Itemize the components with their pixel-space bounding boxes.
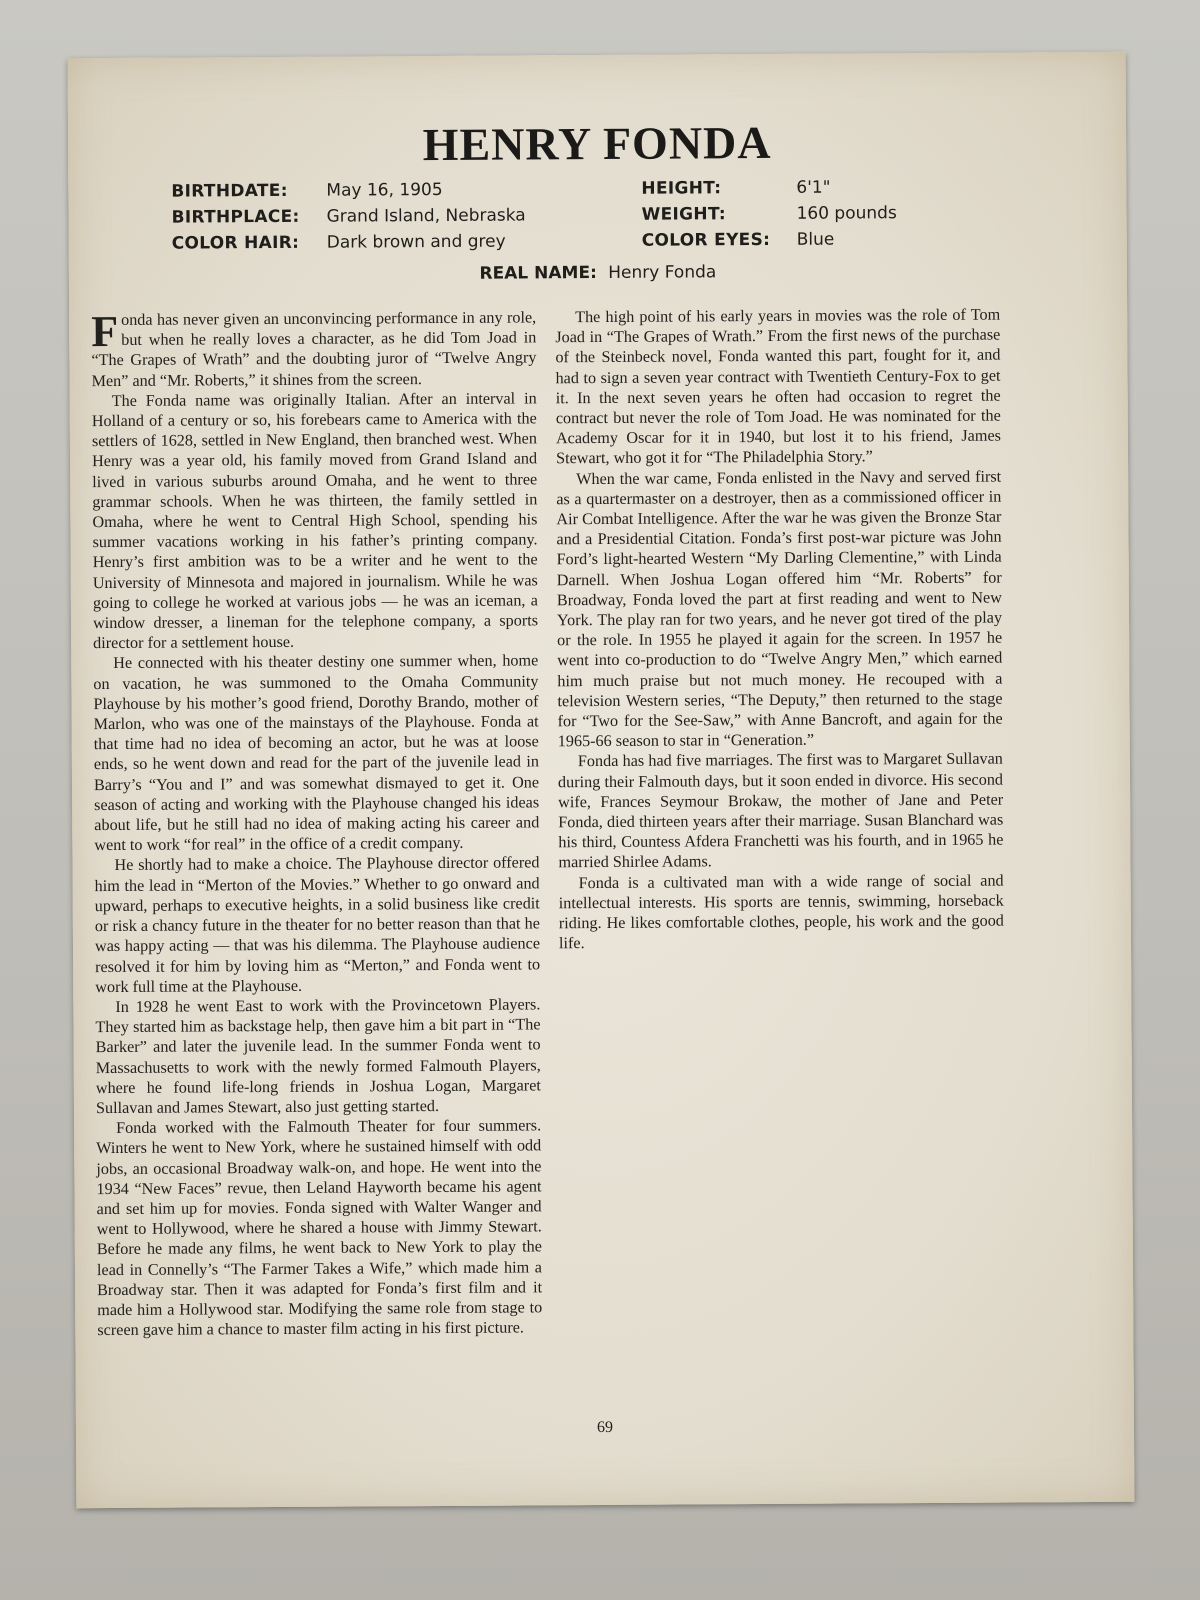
weight-label: WEIGHT:	[641, 204, 727, 225]
paragraph: Fonda worked with the Falmouth Theater for four summers. Winters he went to New York, where he sustained himself with odd jobs, an occasional Broadway walk-on, and hope. He went into the 1934 “New Faces” revue, then Leland Hayworth became his agent and set him up for movies. Fonda signed with Walter Wanger and went to Hollywood, where he shared a house with Jimmy Stewart. Before he made any films, he went back to New York to play the lead in Connelly’s “The Farmer Takes a Wife,” which made him a Broadway star. Then it was adapted for Fonda’s first film and it made him a Hollywood star. Modifying the same role from stage to screen gave him a chance to master film acting in his first picture.	[96, 1116, 543, 1340]
paragraph	[91, 307, 536, 391]
height-value: 6'1"	[796, 177, 831, 198]
hair-value: Dark brown and grey	[326, 231, 506, 253]
magazine-page	[68, 52, 1135, 1508]
real-name-line	[69, 260, 1127, 286]
birthplace-label: BIRTHPLACE:	[171, 206, 300, 228]
page-number: 69	[596, 1418, 614, 1437]
paragraph-text: onda has never given an unconvincing performance in any role, but when he really loves a character, as he did Tom Joad in “The Grapes of Wrath” and the doubting juror of “Twelve Angry Men” and “Mr. Roberts,” it shines from the screen.	[91, 308, 537, 390]
fact-row-3	[172, 228, 1072, 259]
paragraph: In 1928 he went East to work with the Provincetown Players. They started him as backstage help, then gave him a bit part in “The Barker” and later the juvenile lead. In the summer Fonda went to Massachusetts to work with the newly formed Falmouth Players, where he found life-long friends in Joshua Logan, Margaret Sullavan and James Stewart, also just getting started.	[95, 995, 541, 1118]
real-name-label: REAL NAME:	[479, 263, 597, 284]
drop-cap: F	[91, 306, 119, 357]
real-name-value: Henry Fonda	[608, 262, 717, 283]
eyes-value: Blue	[796, 229, 835, 250]
paragraph: The Fonda name was originally Italian. After an interval in Holland of a century or so, his forebears came to America with the settlers of 1628, settled in New England, then branched west. When Henry was a year old, his family moved from Grand Island and lived in various suburbs around Omaha, and he went to three grammar schools. When he was thirteen, the family settled in Omaha, where he went to Central High School, spending his summer vacations working in his father’s printing company. Henry’s first ambition was to be a writer and he went to the University of Minnesota and majored in journalism. While he was going to college he worked at various jobs — he was an iceman, a window dresser, a lineman for the telephone company, a sports director for a settlement house.	[91, 389, 539, 653]
fact-sheet	[171, 176, 1071, 259]
paragraph: Fonda is a cultivated man with a wide range of social and intellectual interests. His sports are tennis, swimming, horseback riding. He likes comfortable clothes, people, his work and the good life.	[558, 871, 1004, 953]
eyes-label: COLOR EYES:	[641, 229, 771, 251]
birthdate-value: May 16, 1905	[326, 179, 443, 201]
column-right	[555, 305, 1004, 954]
paragraph: He shortly had to make a choice. The Playhouse director offered him the lead in “Merton of the Movies.” Whether to go onward and upward, perhaps to executive heights, in a solid business like credit or risk a chancy future in the theater for no better reason than that he was happy acting — that was his dilemma. The Playhouse audience resolved it for him by loving him as “Merton,” and Fonda went to work full time at the Playhouse.	[94, 853, 541, 996]
weight-value: 160 pounds	[796, 203, 897, 224]
paragraph: When the war came, Fonda enlisted in the Navy and served first as a quartermaster on a destroyer, then as a commissioned officer in Air Combat Intelligence. After the war he was given the Bronze Star and a Presidential Citation. Fonda’s first post-war picture was John Ford’s light-hearted Western “My Darling Clementine,” with Linda Darnell. When Joshua Logan offered him “Mr. Roberts” for Broadway, Fonda loved the part at first reading and went to New York. The play ran for two years, and he never got tired of the play or the role. In 1955 he played it again for the screen. In 1957 he went into co-production to do “Twelve Angry Men,” which earned him much praise but not much money. He recouped with a television Western series, “The Deputy,” then returned to the stage for “Two for the See-Saw,” with Anne Bancroft, and again for the 1965-66 season to star in “Generation.”	[556, 467, 1003, 751]
height-label: HEIGHT:	[641, 178, 722, 199]
paragraph: He connected with his theater destiny one summer when, home on vacation, he was summoned to the Omaha Community Playhouse by his mother’s good friend, Dorothy Brando, mother of Marlon, who was one of the mainstays of the Playhouse. Fonda at that time had no idea of becoming an actor, but he was at loose ends, so he went down and read for the part of the juvenile lead in Barry’s “You and I” and was somewhat dismayed to get it. One season of acting and working with the Playhouse changed his ideas about life, but he still had no idea of making acting his career and went to work “for real” in the office of a credit company.	[93, 651, 540, 855]
birthdate-label: BIRTHDATE:	[171, 180, 288, 202]
page-title: HENRY FONDA	[422, 116, 772, 171]
hair-label: COLOR HAIR:	[171, 232, 300, 254]
paragraph: Fonda has had five marriages. The first was to Margaret Sullavan during their Falmouth days, but it soon ended in divorce. His second wife, Frances Seymour Brokaw, the mother of Jane and Peter Fonda, died thirteen years after their marriage. Susan Blanchard was his third, Countess Afdera Franchetti was his fourth, and in 1965 he married Shirlee Adams.	[557, 750, 1004, 872]
birthplace-value: Grand Island, Nebraska	[326, 205, 526, 227]
paragraph: The high point of his early years in movies was the role of Tom Joad in “The Grapes of Wrath.” From the first news of the purchase of the Steinbeck novel, Fonda wanted this part, fought for it, and had to sign a seven year contract with Twentieth Century-Fox to get it. In the next seven years he often had occasion to regret the contract but never the role of Tom Joad. He was nominated for the Academy Oscar for it in 1940, but lost it to his friend, James Stewart, who got it for “The Philadelphia Story.”	[555, 305, 1001, 468]
column-left	[91, 307, 542, 1340]
